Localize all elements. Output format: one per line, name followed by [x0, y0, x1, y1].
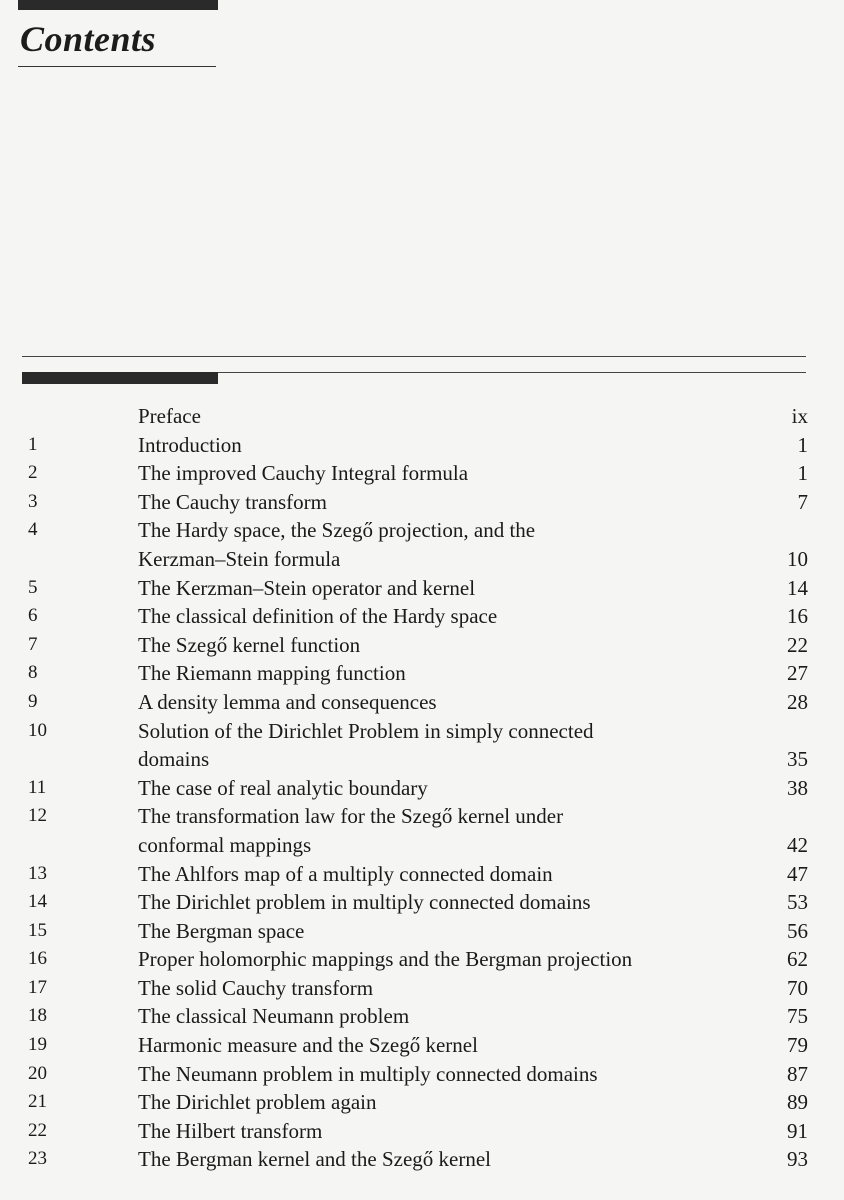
toc-chapter-number: 14 — [28, 891, 47, 913]
table-of-contents — [22, 402, 812, 1174]
page-title: Contents — [20, 19, 157, 59]
toc-chapter-title: Preface — [138, 404, 201, 428]
toc-page-number: 38 — [787, 775, 808, 800]
toc-chapter-number: 21 — [28, 1091, 47, 1113]
section-divider-thin — [22, 356, 806, 357]
toc-page-number: 28 — [787, 689, 808, 714]
toc-row — [22, 1031, 812, 1060]
toc-chapter-title: The Hilbert transform — [138, 1118, 323, 1143]
toc-chapter-number: 8 — [28, 662, 38, 684]
toc-page-number: 91 — [787, 1118, 808, 1143]
toc-row — [22, 774, 812, 803]
toc-row — [22, 745, 812, 774]
toc-page-number: 1 — [797, 461, 808, 486]
toc-chapter-title: The classical definition of the Hardy space — [138, 604, 498, 629]
toc-chapter-number: 20 — [28, 1062, 47, 1084]
toc-page-number: 93 — [787, 1147, 808, 1172]
toc-row — [22, 488, 812, 517]
toc-chapter-number: 9 — [28, 690, 38, 712]
toc-chapter-title: The Szegő kernel function — [138, 632, 361, 657]
header-rule-bar — [18, 0, 218, 10]
toc-chapter-title: The Bergman space — [138, 918, 305, 943]
toc-chapter-title: The case of real analytic boundary — [138, 775, 428, 800]
toc-row — [22, 631, 812, 660]
toc-chapter-number: 19 — [28, 1034, 47, 1056]
toc-chapter-title: The Kerzman–Stein operator and kernel — [138, 575, 476, 600]
toc-page-number: 87 — [787, 1061, 808, 1086]
toc-chapter-number: 2 — [28, 462, 38, 484]
toc-chapter-title: conformal mappings — [138, 832, 312, 857]
toc-chapter-number: 23 — [28, 1148, 47, 1170]
toc-chapter-number: 6 — [28, 605, 38, 627]
toc-chapter-title: The transformation law for the Szegő kernel under — [138, 804, 564, 829]
toc-page-number: 53 — [787, 890, 808, 915]
toc-chapter-number: 18 — [28, 1005, 47, 1027]
toc-row — [22, 545, 812, 574]
toc-page-number: 27 — [787, 661, 808, 686]
toc-row — [22, 574, 812, 603]
toc-row — [22, 802, 812, 831]
toc-chapter-title: Harmonic measure and the Szegő kernel — [138, 1033, 478, 1058]
toc-page-number: 35 — [787, 747, 808, 772]
toc-row — [22, 1117, 812, 1146]
toc-row — [22, 917, 812, 946]
toc-page-number: 10 — [787, 546, 808, 571]
toc-chapter-number: 13 — [28, 862, 47, 884]
toc-row — [22, 945, 812, 974]
toc-page-number: 62 — [787, 947, 808, 972]
toc-row — [22, 459, 812, 488]
toc-chapter-number: 11 — [28, 776, 47, 798]
toc-row — [22, 402, 812, 431]
toc-chapter-title: Proper holomorphic mappings and the Bergman projection — [138, 947, 633, 972]
toc-row — [22, 431, 812, 460]
toc-chapter-number: 17 — [28, 976, 47, 998]
toc-chapter-number: 12 — [28, 805, 47, 827]
toc-chapter-number: 1 — [28, 433, 38, 455]
section-divider-thick — [22, 372, 218, 384]
toc-row — [22, 516, 812, 545]
toc-row — [22, 1060, 812, 1089]
toc-page-number: 7 — [797, 489, 808, 514]
toc-chapter-number: 4 — [28, 519, 38, 541]
toc-row — [22, 717, 812, 746]
toc-chapter-title: The Dirichlet problem in multiply connected domains — [138, 890, 591, 915]
toc-page-number: 14 — [787, 575, 808, 600]
toc-page-number: 42 — [787, 832, 808, 857]
toc-chapter-number: 7 — [28, 633, 38, 655]
toc-chapter-title: The Ahlfors map of a multiply connected domain — [138, 861, 553, 886]
toc-row — [22, 688, 812, 717]
toc-row — [22, 888, 812, 917]
toc-chapter-title: The Neumann problem in multiply connected domains — [138, 1061, 598, 1086]
toc-page-number: 47 — [787, 861, 808, 886]
toc-chapter-title: The Cauchy transform — [138, 489, 327, 514]
toc-chapter-number: 22 — [28, 1119, 47, 1141]
title-underline — [18, 66, 216, 67]
toc-chapter-number: 5 — [28, 576, 38, 598]
toc-chapter-number: 3 — [28, 490, 38, 512]
toc-row — [22, 831, 812, 860]
toc-chapter-title: The Hardy space, the Szegő projection, and the — [138, 518, 536, 543]
toc-page-number: 70 — [787, 975, 808, 1000]
toc-chapter-title: The Dirichlet problem again — [138, 1090, 377, 1115]
toc-chapter-title: The classical Neumann problem — [138, 1004, 410, 1029]
toc-row — [22, 974, 812, 1003]
toc-chapter-title: A density lemma and consequences — [138, 689, 437, 714]
toc-row — [22, 1145, 812, 1174]
toc-row — [22, 1002, 812, 1031]
section-divider-line — [218, 372, 806, 373]
toc-page-number: 1 — [797, 432, 808, 457]
toc-chapter-title: Kerzman–Stein formula — [138, 546, 341, 571]
toc-page-number: 16 — [787, 604, 808, 629]
toc-chapter-title: The Bergman kernel and the Szegő kernel — [138, 1147, 491, 1172]
toc-chapter-title: Solution of the Dirichlet Problem in simply connected — [138, 718, 594, 743]
toc-page-number: 56 — [787, 918, 808, 943]
toc-row — [22, 659, 812, 688]
toc-chapter-title: The improved Cauchy Integral formula — [138, 461, 469, 486]
toc-page-number: 22 — [787, 632, 808, 657]
toc-row — [22, 602, 812, 631]
toc-page-number: 89 — [787, 1090, 808, 1115]
toc-page-number: 79 — [787, 1033, 808, 1058]
toc-chapter-number: 15 — [28, 919, 47, 941]
toc-chapter-title: The Riemann mapping function — [138, 661, 406, 686]
toc-chapter-title: The solid Cauchy transform — [138, 975, 374, 1000]
toc-page-number: 75 — [787, 1004, 808, 1029]
toc-chapter-number: 10 — [28, 719, 47, 741]
toc-row — [22, 860, 812, 889]
toc-chapter-title: Introduction — [138, 432, 242, 457]
toc-chapter-number: 16 — [28, 948, 47, 970]
toc-page-number: ix — [791, 404, 808, 428]
toc-row — [22, 1088, 812, 1117]
toc-chapter-title: domains — [138, 747, 210, 772]
